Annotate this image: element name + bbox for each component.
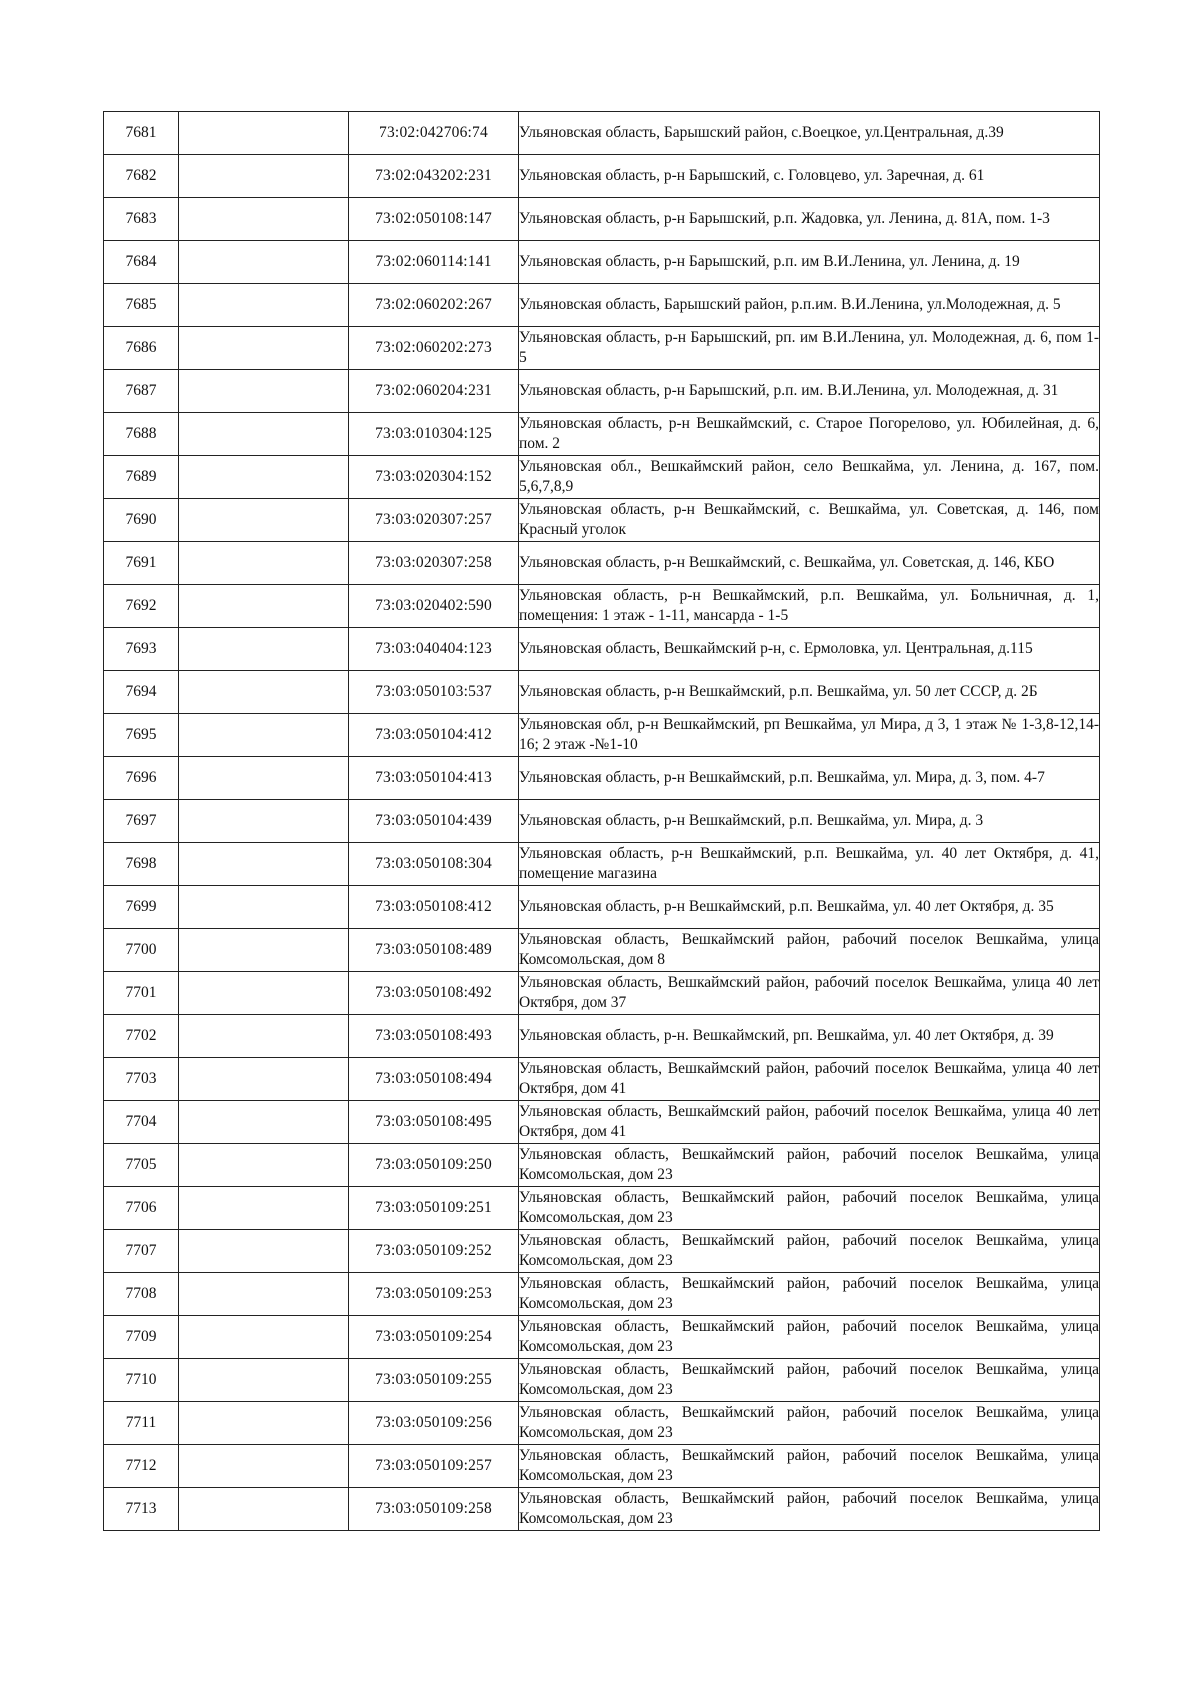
cadastral-number-cell: 73:03:050108:495: [349, 1101, 519, 1144]
cadastral-number-cell: 73:03:050109:253: [349, 1273, 519, 1316]
address-text: Ульяновская область, Вешкаймский район, рабочий поселок Вешкайма, улица Комсомольская, дом 23: [519, 1404, 1099, 1441]
empty-cell: [179, 1273, 349, 1316]
empty-cell: [179, 112, 349, 155]
address-text: Ульяновская область, Вешкаймский район, рабочий поселок Вешкайма, улица Комсомольская, дом 23: [519, 1275, 1099, 1312]
address-cell: [519, 456, 1100, 499]
cadastral-number-cell: 73:03:040404:123: [349, 628, 519, 671]
table-row: [104, 198, 1100, 241]
row-number-cell: 7683: [104, 198, 179, 241]
empty-cell: [179, 542, 349, 585]
address-text: Ульяновская область, Вешкаймский район, рабочий поселок Вешкайма, улица 40 лет Октября, дом 37: [519, 974, 1099, 1011]
table-row: [104, 1488, 1100, 1531]
table-row: [104, 1273, 1100, 1316]
address-text: Ульяновская область, р-н Барышский, р.п. им. В.И.Ленина, ул. Молодежная, д. 31: [519, 382, 1059, 399]
row-number-cell: 7703: [104, 1058, 179, 1101]
row-number-cell: 7694: [104, 671, 179, 714]
empty-cell: [179, 929, 349, 972]
address-cell: [519, 327, 1100, 370]
address-text: Ульяновская область, Вешкаймский район, рабочий поселок Вешкайма, улица Комсомольская, дом 23: [519, 1447, 1099, 1484]
address-text: Ульяновская область, Вешкаймский район, рабочий поселок Вешкайма, улица 40 лет Октября, дом 41: [519, 1103, 1099, 1140]
address-text: Ульяновская область, Вешкаймский район, рабочий поселок Вешкайма, улица Комсомольская, дом 23: [519, 1361, 1099, 1398]
address-cell: [519, 1101, 1100, 1144]
address-cell: [519, 800, 1100, 843]
table-row: [104, 542, 1100, 585]
address-cell: [519, 1488, 1100, 1531]
empty-cell: [179, 671, 349, 714]
row-number-cell: 7696: [104, 757, 179, 800]
cadastral-number-cell: 73:02:042706:74: [349, 112, 519, 155]
address-cell: [519, 284, 1100, 327]
cadastral-number-cell: 73:03:050109:258: [349, 1488, 519, 1531]
row-number-cell: 7706: [104, 1187, 179, 1230]
address-cell: [519, 1187, 1100, 1230]
table-row: [104, 1402, 1100, 1445]
address-cell: [519, 542, 1100, 585]
table-row: [104, 757, 1100, 800]
registry-table-body: [104, 112, 1100, 1531]
table-row: [104, 1015, 1100, 1058]
row-number-cell: 7691: [104, 542, 179, 585]
address-cell: [519, 1402, 1100, 1445]
address-cell: [519, 972, 1100, 1015]
empty-cell: [179, 1058, 349, 1101]
cadastral-number-cell: 73:03:050108:494: [349, 1058, 519, 1101]
row-number-cell: 7687: [104, 370, 179, 413]
empty-cell: [179, 1144, 349, 1187]
table-row: [104, 241, 1100, 284]
table-row: [104, 284, 1100, 327]
cadastral-number-cell: 73:02:060202:273: [349, 327, 519, 370]
row-number-cell: 7692: [104, 585, 179, 628]
table-row: [104, 843, 1100, 886]
empty-cell: [179, 413, 349, 456]
empty-cell: [179, 757, 349, 800]
cadastral-number-cell: 73:03:050108:493: [349, 1015, 519, 1058]
address-cell: [519, 929, 1100, 972]
table-row: [104, 628, 1100, 671]
table-row: [104, 456, 1100, 499]
address-cell: [519, 1015, 1100, 1058]
empty-cell: [179, 1402, 349, 1445]
address-text: Ульяновская область, р-н Вешкаймский, р.п. Вешкайма, ул. Мира, д. 3: [519, 812, 984, 829]
address-text: Ульяновская обл, р-н Вешкаймский, рп Вешкайма, ул Мира, д 3, 1 этаж № 1-3,8-12,14-16; 2 этаж -№1-10: [519, 716, 1099, 753]
address-text: Ульяновская область, Вешкаймский район, рабочий поселок Вешкайма, улица Комсомольская, дом 8: [519, 931, 1099, 968]
table-row: [104, 112, 1100, 155]
row-number-cell: 7690: [104, 499, 179, 542]
empty-cell: [179, 198, 349, 241]
address-cell: [519, 241, 1100, 284]
row-number-cell: 7689: [104, 456, 179, 499]
address-cell: [519, 413, 1100, 456]
cadastral-number-cell: 73:03:050109:254: [349, 1316, 519, 1359]
address-text: Ульяновская область, Вешкаймский район, рабочий поселок Вешкайма, улица Комсомольская, дом 23: [519, 1189, 1099, 1226]
address-text: Ульяновская область, Вешкаймский р-н, с. Ермоловка, ул. Центральная, д.115: [519, 640, 1033, 657]
table-row: [104, 1445, 1100, 1488]
table-row: [104, 585, 1100, 628]
row-number-cell: 7712: [104, 1445, 179, 1488]
table-row: [104, 1359, 1100, 1402]
address-cell: [519, 112, 1100, 155]
row-number-cell: 7709: [104, 1316, 179, 1359]
cadastral-number-cell: 73:03:050108:492: [349, 972, 519, 1015]
cadastral-number-cell: 73:02:050108:147: [349, 198, 519, 241]
table-row: [104, 800, 1100, 843]
address-cell: [519, 155, 1100, 198]
row-number-cell: 7688: [104, 413, 179, 456]
document-page: [103, 111, 1099, 1531]
address-text: Ульяновская область, р-н Вешкаймский, р.п. Вешкайма, ул. 40 лет Октября, д. 41, помещение магазина: [519, 845, 1099, 882]
address-text: Ульяновская область, Вешкаймский район, рабочий поселок Вешкайма, улица 40 лет Октября, дом 41: [519, 1060, 1099, 1097]
address-cell: [519, 370, 1100, 413]
cadastral-number-cell: 73:03:050108:489: [349, 929, 519, 972]
row-number-cell: 7701: [104, 972, 179, 1015]
cadastral-number-cell: 73:03:020304:152: [349, 456, 519, 499]
row-number-cell: 7684: [104, 241, 179, 284]
cadastral-number-cell: 73:03:050104:439: [349, 800, 519, 843]
address-text: Ульяновская область, р-н Вешкаймский, р.п. Вешкайма, ул. 40 лет Октября, д. 35: [519, 898, 1054, 915]
empty-cell: [179, 800, 349, 843]
empty-cell: [179, 499, 349, 542]
address-text: Ульяновская область, р-н Вешкаймский, р.п. Вешкайма, ул. Мира, д. 3, пом. 4-7: [519, 769, 1045, 786]
address-text: Ульяновская область, р-н Барышский, р.п. им В.И.Ленина, ул. Ленина, д. 19: [519, 253, 1020, 270]
row-number-cell: 7711: [104, 1402, 179, 1445]
table-row: [104, 155, 1100, 198]
address-cell: [519, 757, 1100, 800]
table-row: [104, 413, 1100, 456]
empty-cell: [179, 628, 349, 671]
empty-cell: [179, 886, 349, 929]
cadastral-number-cell: 73:02:060114:141: [349, 241, 519, 284]
address-text: Ульяновская область, р-н Вешкаймский, с. Вешкайма, ул. Советская, д. 146, пом Красный уголок: [519, 501, 1099, 538]
cadastral-number-cell: 73:03:010304:125: [349, 413, 519, 456]
address-cell: [519, 886, 1100, 929]
table-row: [104, 1144, 1100, 1187]
address-cell: [519, 628, 1100, 671]
cadastral-number-cell: 73:03:050108:412: [349, 886, 519, 929]
empty-cell: [179, 241, 349, 284]
empty-cell: [179, 284, 349, 327]
table-row: [104, 929, 1100, 972]
empty-cell: [179, 714, 349, 757]
address-text: Ульяновская область, р-н Барышский, р.п. Жадовка, ул. Ленина, д. 81А, пом. 1-3: [519, 210, 1050, 227]
address-cell: [519, 198, 1100, 241]
cadastral-number-cell: 73:03:050108:304: [349, 843, 519, 886]
empty-cell: [179, 155, 349, 198]
empty-cell: [179, 585, 349, 628]
row-number-cell: 7713: [104, 1488, 179, 1531]
address-cell: [519, 1144, 1100, 1187]
row-number-cell: 7708: [104, 1273, 179, 1316]
empty-cell: [179, 972, 349, 1015]
address-cell: [519, 1316, 1100, 1359]
table-row: [104, 886, 1100, 929]
cadastral-number-cell: 73:03:050109:256: [349, 1402, 519, 1445]
cadastral-number-cell: 73:03:020307:258: [349, 542, 519, 585]
cadastral-number-cell: 73:03:020402:590: [349, 585, 519, 628]
address-cell: [519, 714, 1100, 757]
empty-cell: [179, 1488, 349, 1531]
address-cell: [519, 1359, 1100, 1402]
address-cell: [519, 585, 1100, 628]
address-cell: [519, 1058, 1100, 1101]
cadastral-number-cell: 73:02:060202:267: [349, 284, 519, 327]
empty-cell: [179, 1230, 349, 1273]
table-row: [104, 671, 1100, 714]
address-text: Ульяновская область, Вешкаймский район, рабочий поселок Вешкайма, улица Комсомольская, дом 23: [519, 1232, 1099, 1269]
address-cell: [519, 499, 1100, 542]
empty-cell: [179, 1187, 349, 1230]
row-number-cell: 7693: [104, 628, 179, 671]
row-number-cell: 7685: [104, 284, 179, 327]
row-number-cell: 7698: [104, 843, 179, 886]
cadastral-number-cell: 73:03:050103:537: [349, 671, 519, 714]
address-cell: [519, 843, 1100, 886]
row-number-cell: 7704: [104, 1101, 179, 1144]
row-number-cell: 7682: [104, 155, 179, 198]
table-row: [104, 1230, 1100, 1273]
table-row: [104, 1316, 1100, 1359]
address-text: Ульяновская область, р-н Вешкаймский, р.п. Вешкайма, ул. 50 лет СССР, д. 2Б: [519, 683, 1038, 700]
cadastral-number-cell: 73:03:020307:257: [349, 499, 519, 542]
address-text: Ульяновская область, р-н. Вешкаймский, рп. Вешкайма, ул. 40 лет Октября, д. 39: [519, 1027, 1054, 1044]
table-row: [104, 1101, 1100, 1144]
address-text: Ульяновская область, Барышский район, с.Воецкое, ул.Центральная, д.39: [519, 124, 1004, 141]
empty-cell: [179, 1359, 349, 1402]
address-cell: [519, 671, 1100, 714]
address-cell: [519, 1445, 1100, 1488]
address-text: Ульяновская обл., Вешкаймский район, село Вешкайма, ул. Ленина, д. 167, пом. 5,6,7,8,9: [519, 458, 1099, 495]
empty-cell: [179, 327, 349, 370]
address-text: Ульяновская область, р-н Вешкаймский, с. Вешкайма, ул. Советская, д. 146, КБО: [519, 554, 1055, 571]
row-number-cell: 7710: [104, 1359, 179, 1402]
address-text: Ульяновская область, Вешкаймский район, рабочий поселок Вешкайма, улица Комсомольская, дом 23: [519, 1490, 1099, 1527]
row-number-cell: 7681: [104, 112, 179, 155]
cadastral-number-cell: 73:03:050109:257: [349, 1445, 519, 1488]
address-text: Ульяновская область, Вешкаймский район, рабочий поселок Вешкайма, улица Комсомольская, дом 23: [519, 1146, 1099, 1183]
address-text: Ульяновская область, р-н Барышский, рп. им В.И.Ленина, ул. Молодежная, д. 6, пом 1-5: [519, 329, 1099, 366]
address-cell: [519, 1273, 1100, 1316]
table-row: [104, 1058, 1100, 1101]
address-text: Ульяновская область, р-н Вешкаймский, р.п. Вешкайма, ул. Больничная, д. 1, помещения: 1 этаж - 1-11, мансарда - 1-5: [519, 587, 1099, 624]
row-number-cell: 7699: [104, 886, 179, 929]
empty-cell: [179, 1445, 349, 1488]
row-number-cell: 7702: [104, 1015, 179, 1058]
empty-cell: [179, 843, 349, 886]
cadastral-number-cell: 73:03:050104:412: [349, 714, 519, 757]
table-row: [104, 499, 1100, 542]
cadastral-number-cell: 73:03:050109:252: [349, 1230, 519, 1273]
cadastral-number-cell: 73:02:043202:231: [349, 155, 519, 198]
row-number-cell: 7700: [104, 929, 179, 972]
table-row: [104, 327, 1100, 370]
empty-cell: [179, 1316, 349, 1359]
address-text: Ульяновская область, Барышский район, р.п.им. В.И.Ленина, ул.Молодежная, д. 5: [519, 296, 1061, 313]
row-number-cell: 7686: [104, 327, 179, 370]
empty-cell: [179, 1101, 349, 1144]
empty-cell: [179, 456, 349, 499]
row-number-cell: 7697: [104, 800, 179, 843]
row-number-cell: 7707: [104, 1230, 179, 1273]
empty-cell: [179, 1015, 349, 1058]
address-text: Ульяновская область, р-н Барышский, с. Головцево, ул. Заречная, д. 61: [519, 167, 985, 184]
address-cell: [519, 1230, 1100, 1273]
cadastral-number-cell: 73:02:060204:231: [349, 370, 519, 413]
registry-table: [103, 111, 1100, 1531]
row-number-cell: 7705: [104, 1144, 179, 1187]
table-row: [104, 1187, 1100, 1230]
table-row: [104, 714, 1100, 757]
cadastral-number-cell: 73:03:050109:255: [349, 1359, 519, 1402]
cadastral-number-cell: 73:03:050104:413: [349, 757, 519, 800]
address-text: Ульяновская область, Вешкаймский район, рабочий поселок Вешкайма, улица Комсомольская, дом 23: [519, 1318, 1099, 1355]
cadastral-number-cell: 73:03:050109:251: [349, 1187, 519, 1230]
empty-cell: [179, 370, 349, 413]
cadastral-number-cell: 73:03:050109:250: [349, 1144, 519, 1187]
address-text: Ульяновская область, р-н Вешкаймский, с. Старое Погорелово, ул. Юбилейная, д. 6, пом. 2: [519, 415, 1099, 452]
row-number-cell: 7695: [104, 714, 179, 757]
table-row: [104, 370, 1100, 413]
table-row: [104, 972, 1100, 1015]
